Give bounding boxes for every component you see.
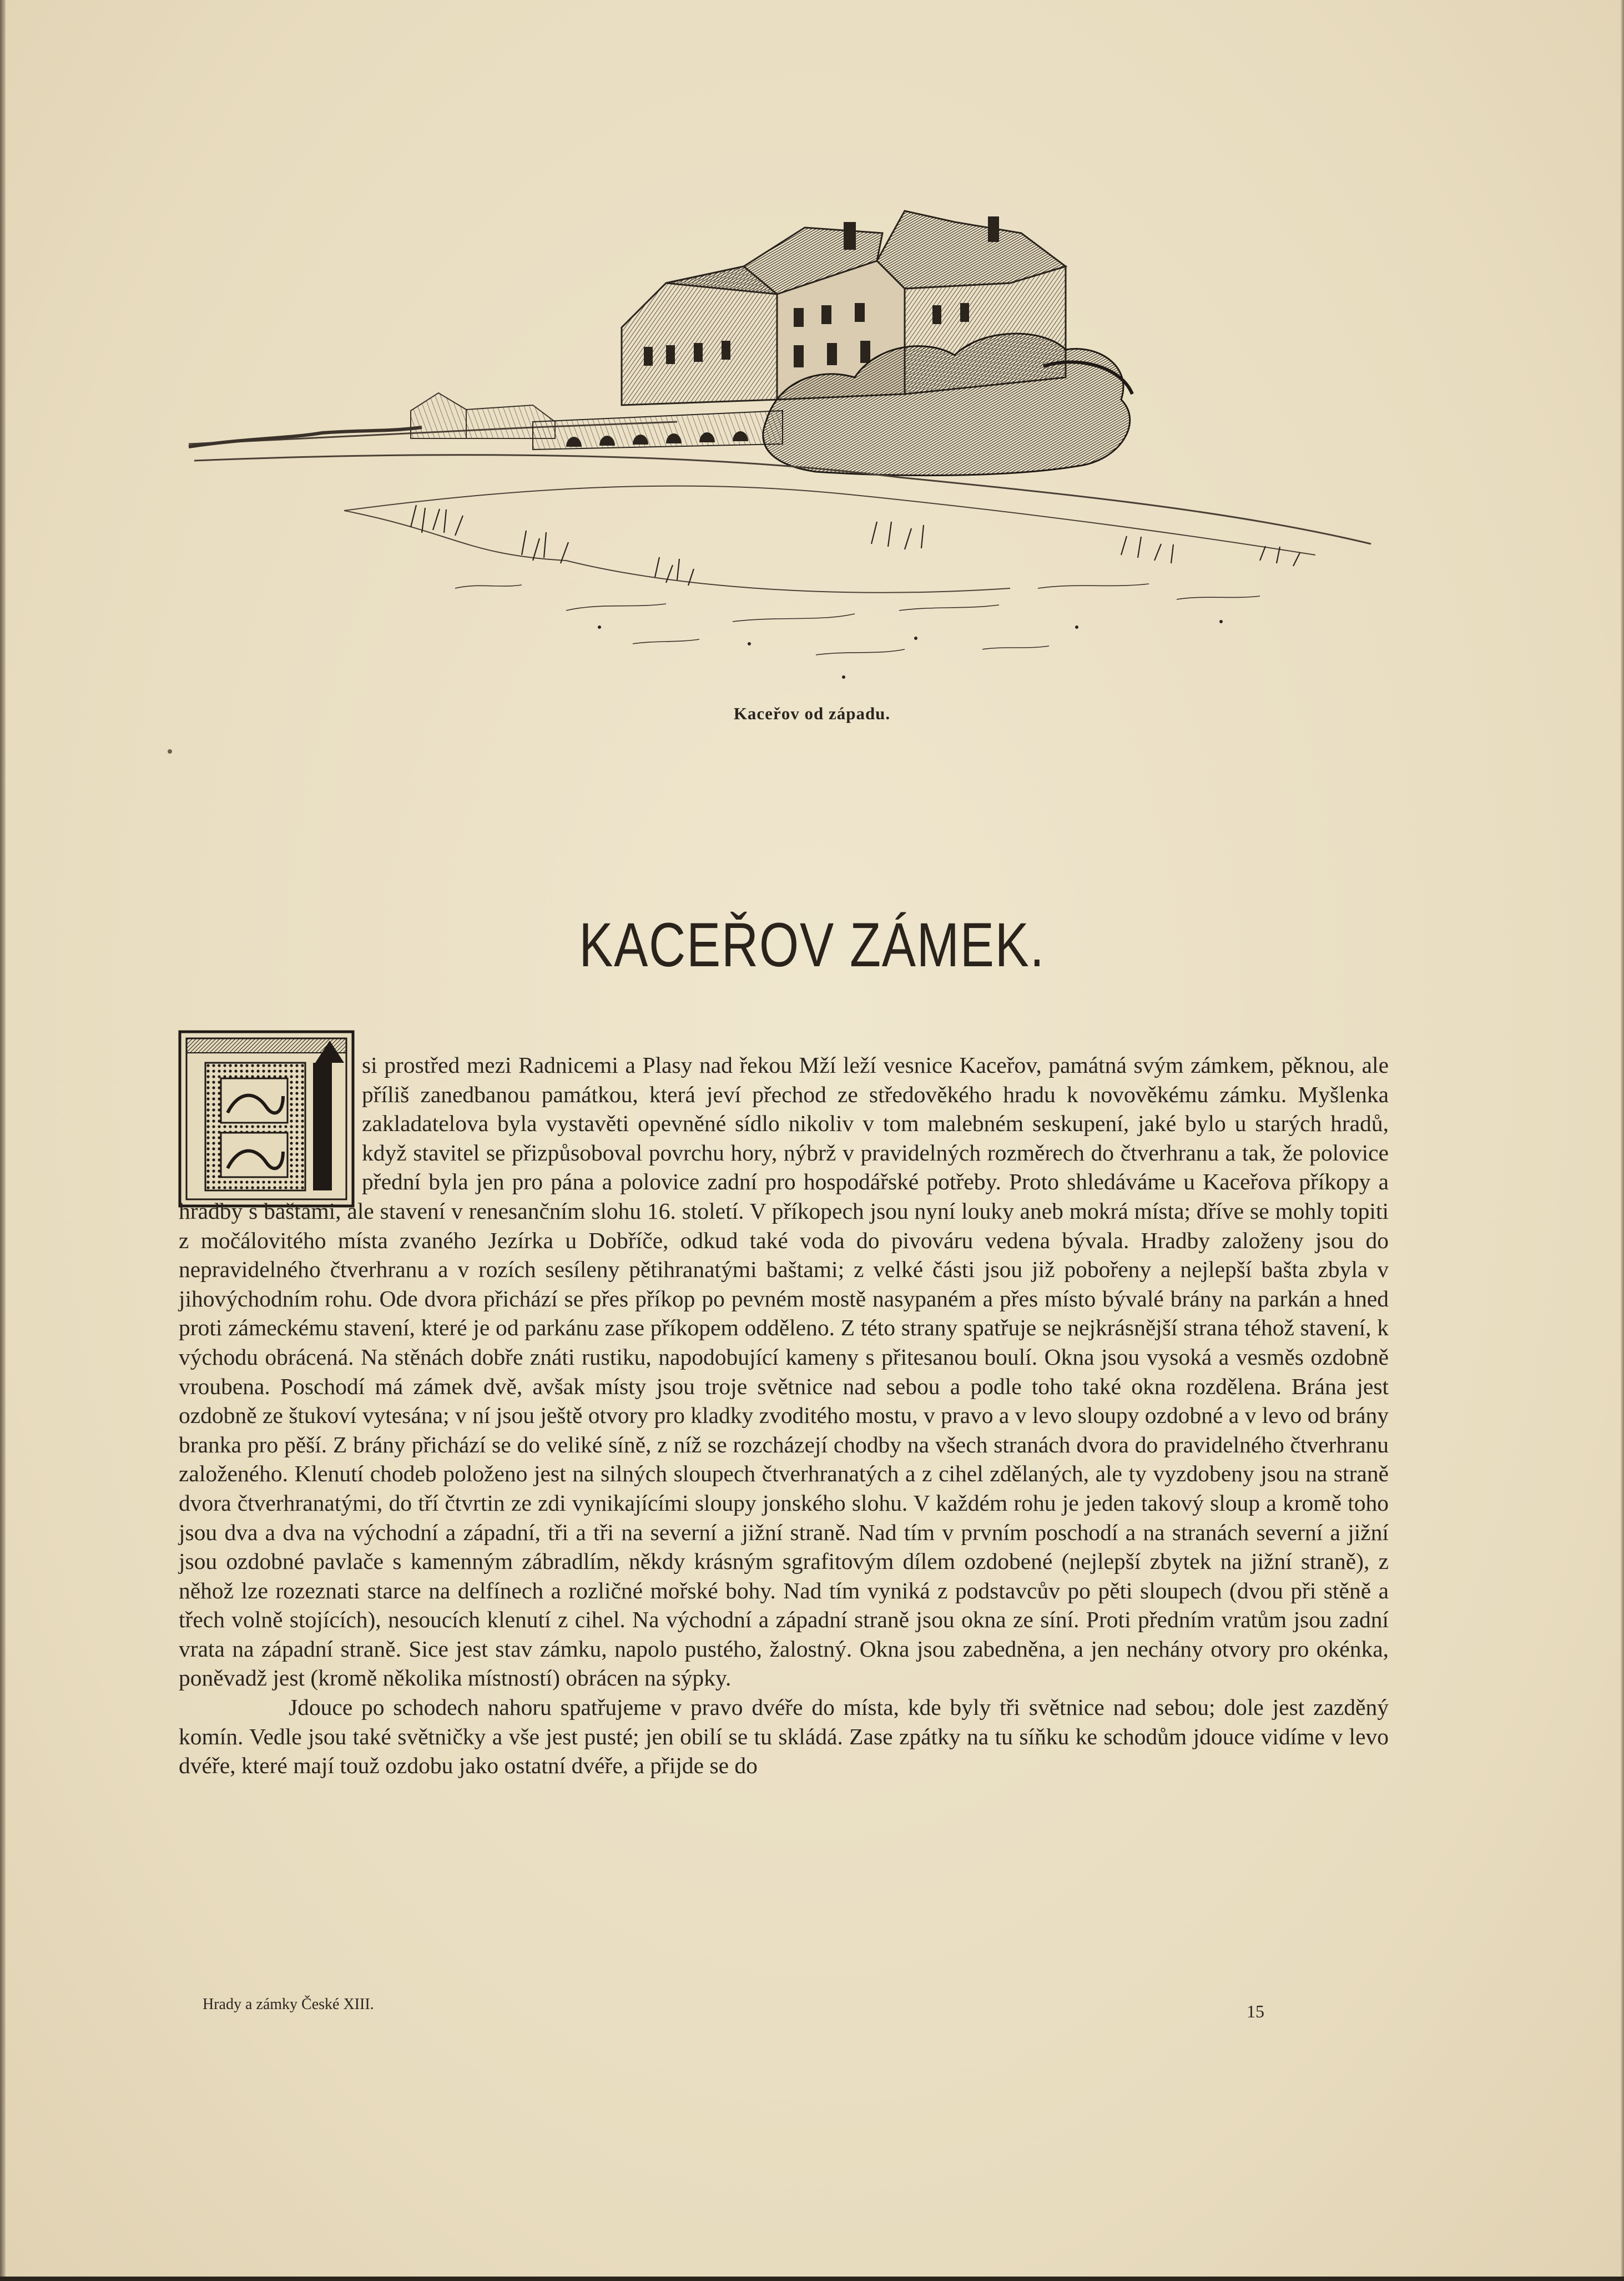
- article-body: [179, 1051, 1389, 1780]
- drop-cap-letter: A: [266, 1196, 267, 1197]
- page-edge-right: [1621, 0, 1624, 2281]
- paragraph-1: [179, 1051, 1389, 1693]
- illustration-caption: Kaceřov od západu.: [733, 704, 891, 723]
- page-edge-bottom: [0, 2277, 1624, 2281]
- page-title: KACEŘOV ZÁMEK.: [579, 910, 1045, 980]
- footer-series: Hrady a zámky České XIII.: [203, 1996, 374, 2013]
- paper-speck: [168, 749, 172, 754]
- castle-engraving: [178, 200, 1388, 688]
- paragraph-2: Jdouce po schodech nahoru spatřujeme v pravo dvéře do místa, kde byly tři světnice nad sebou; dole jest zazděný komín. Vedle jsou také světničky a vše jest pusté; jen obilí se tu skládá. Zase zpátky na tu síňku ke schodům jdouce vidíme v levo dvéře, které mají touž ozdobu jako ostatní dvéře, a přijde se do: [179, 1694, 1389, 1779]
- page-edge-left: [0, 0, 6, 2281]
- page-number: 15: [1247, 2001, 1264, 2021]
- paragraph-1-text: si prostřed mezi Radnicemi a Plasy nad řekou Mží leží vesnice Kaceřov, památná svým zámkem, pěknou, ale příliš zanedbanou památkou, která jeví přechod ze středověkého hradu k novověkému zámku. Myšlenka zakladatelova byla vystavěti opevněné sídlo nikoliv v tom malebném seskupení, jaké bylo u starých hradů, když stavitel se přizpůsoboval povrchu hory, nýbrž v pravidelných rozměrech do čtverhranu a tak, že polovice přední byla jen pro pána a polovice zadní pro hospodářské potřeby. Proto shledáváme u Kaceřova příkopy a hradby s baštami, ale stavení v renesančním slohu 16. století. V příkopech jsou nyní louky aneb mokrá místa; dříve se mohly topiti z močálovitého místa zvaného Jezírka u Dobříče, odkud také voda do pivováru vedena bývala. Hradby založeny jsou do nepravidelného čtverhranu a v rozích sesíleny pětihranatými baštami; z velké části jsou již pobořeny a nejlepší bašta zbyla v jihovýchodním rohu. Ode dvora přichází se přes příkop po pevném mostě nasypaném a přes místo bývalé brány na parkán a hned proti zámeckému stavení, které je od parkánu zase příkopem odděleno. Z této strany spatřuje se nejkrásnější strana téhož stavení, k východu obrácená. Na stěnách dobře znáti rustiku, napodobující kameny s přitesanou boulí. Okna jsou vysoká a vesměs ozdobně vroubena. Poschodí má zámek dvě, avšak místy jsou troje světnice nad sebou a podle toho také okna rozdělena. Brána jest ozdobně ze štukoví vytesána; v ní jsou ještě otvory pro kladky zvoditého mostu, v pravo a v levo sloupy ozdobné a v levo od brány branka pro pěší. Z brány přichází se do veliké síně, z níž se rozcházejí chodby na všech stranách dvora do pravidelného čtverhranu založeného. Klenutí chodeb položeno jest na silných sloupech čtverhranatých a z cihel zdělaných, ale ty vyzdobeny jsou na straně dvora čtverhranatými, do tří čtvrtin ze zdi vynikajícími sloupy jonského slohu. V každém rohu je jeden takový sloup a kromě toho jsou dva a dva na východní a západní, tři a tři na severní a jižní straně. Nad tím v prvním poschodí a na stranách severní a jižní jsou ozdobné pavlače s kamenným zábradlím, někdy krásným sgrafitovým dílem ozdobené (nejlepší zbytek na jižní straně), z něhož lze rozeznati starce na delfínech a rozličné mořské bohy. Nad tím vyniká z podstavcův po pěti sloupech (dvou při stěně a třech volně stojících), nesoucích klenutí z cihel. Na východní a západní straně jsou okna ze síní. Proti předním vratům jsou zadní vrata na západní straně. Sice jest stav zámku, napolo pustého, žalostný. Okna jsou zabedněna, a jen nechány otvory pro okénka, poněvadž jest (kromě několika místností) obrácen na sýpky.: [179, 1052, 1389, 1691]
- drop-cap-space: [179, 1051, 362, 1196]
